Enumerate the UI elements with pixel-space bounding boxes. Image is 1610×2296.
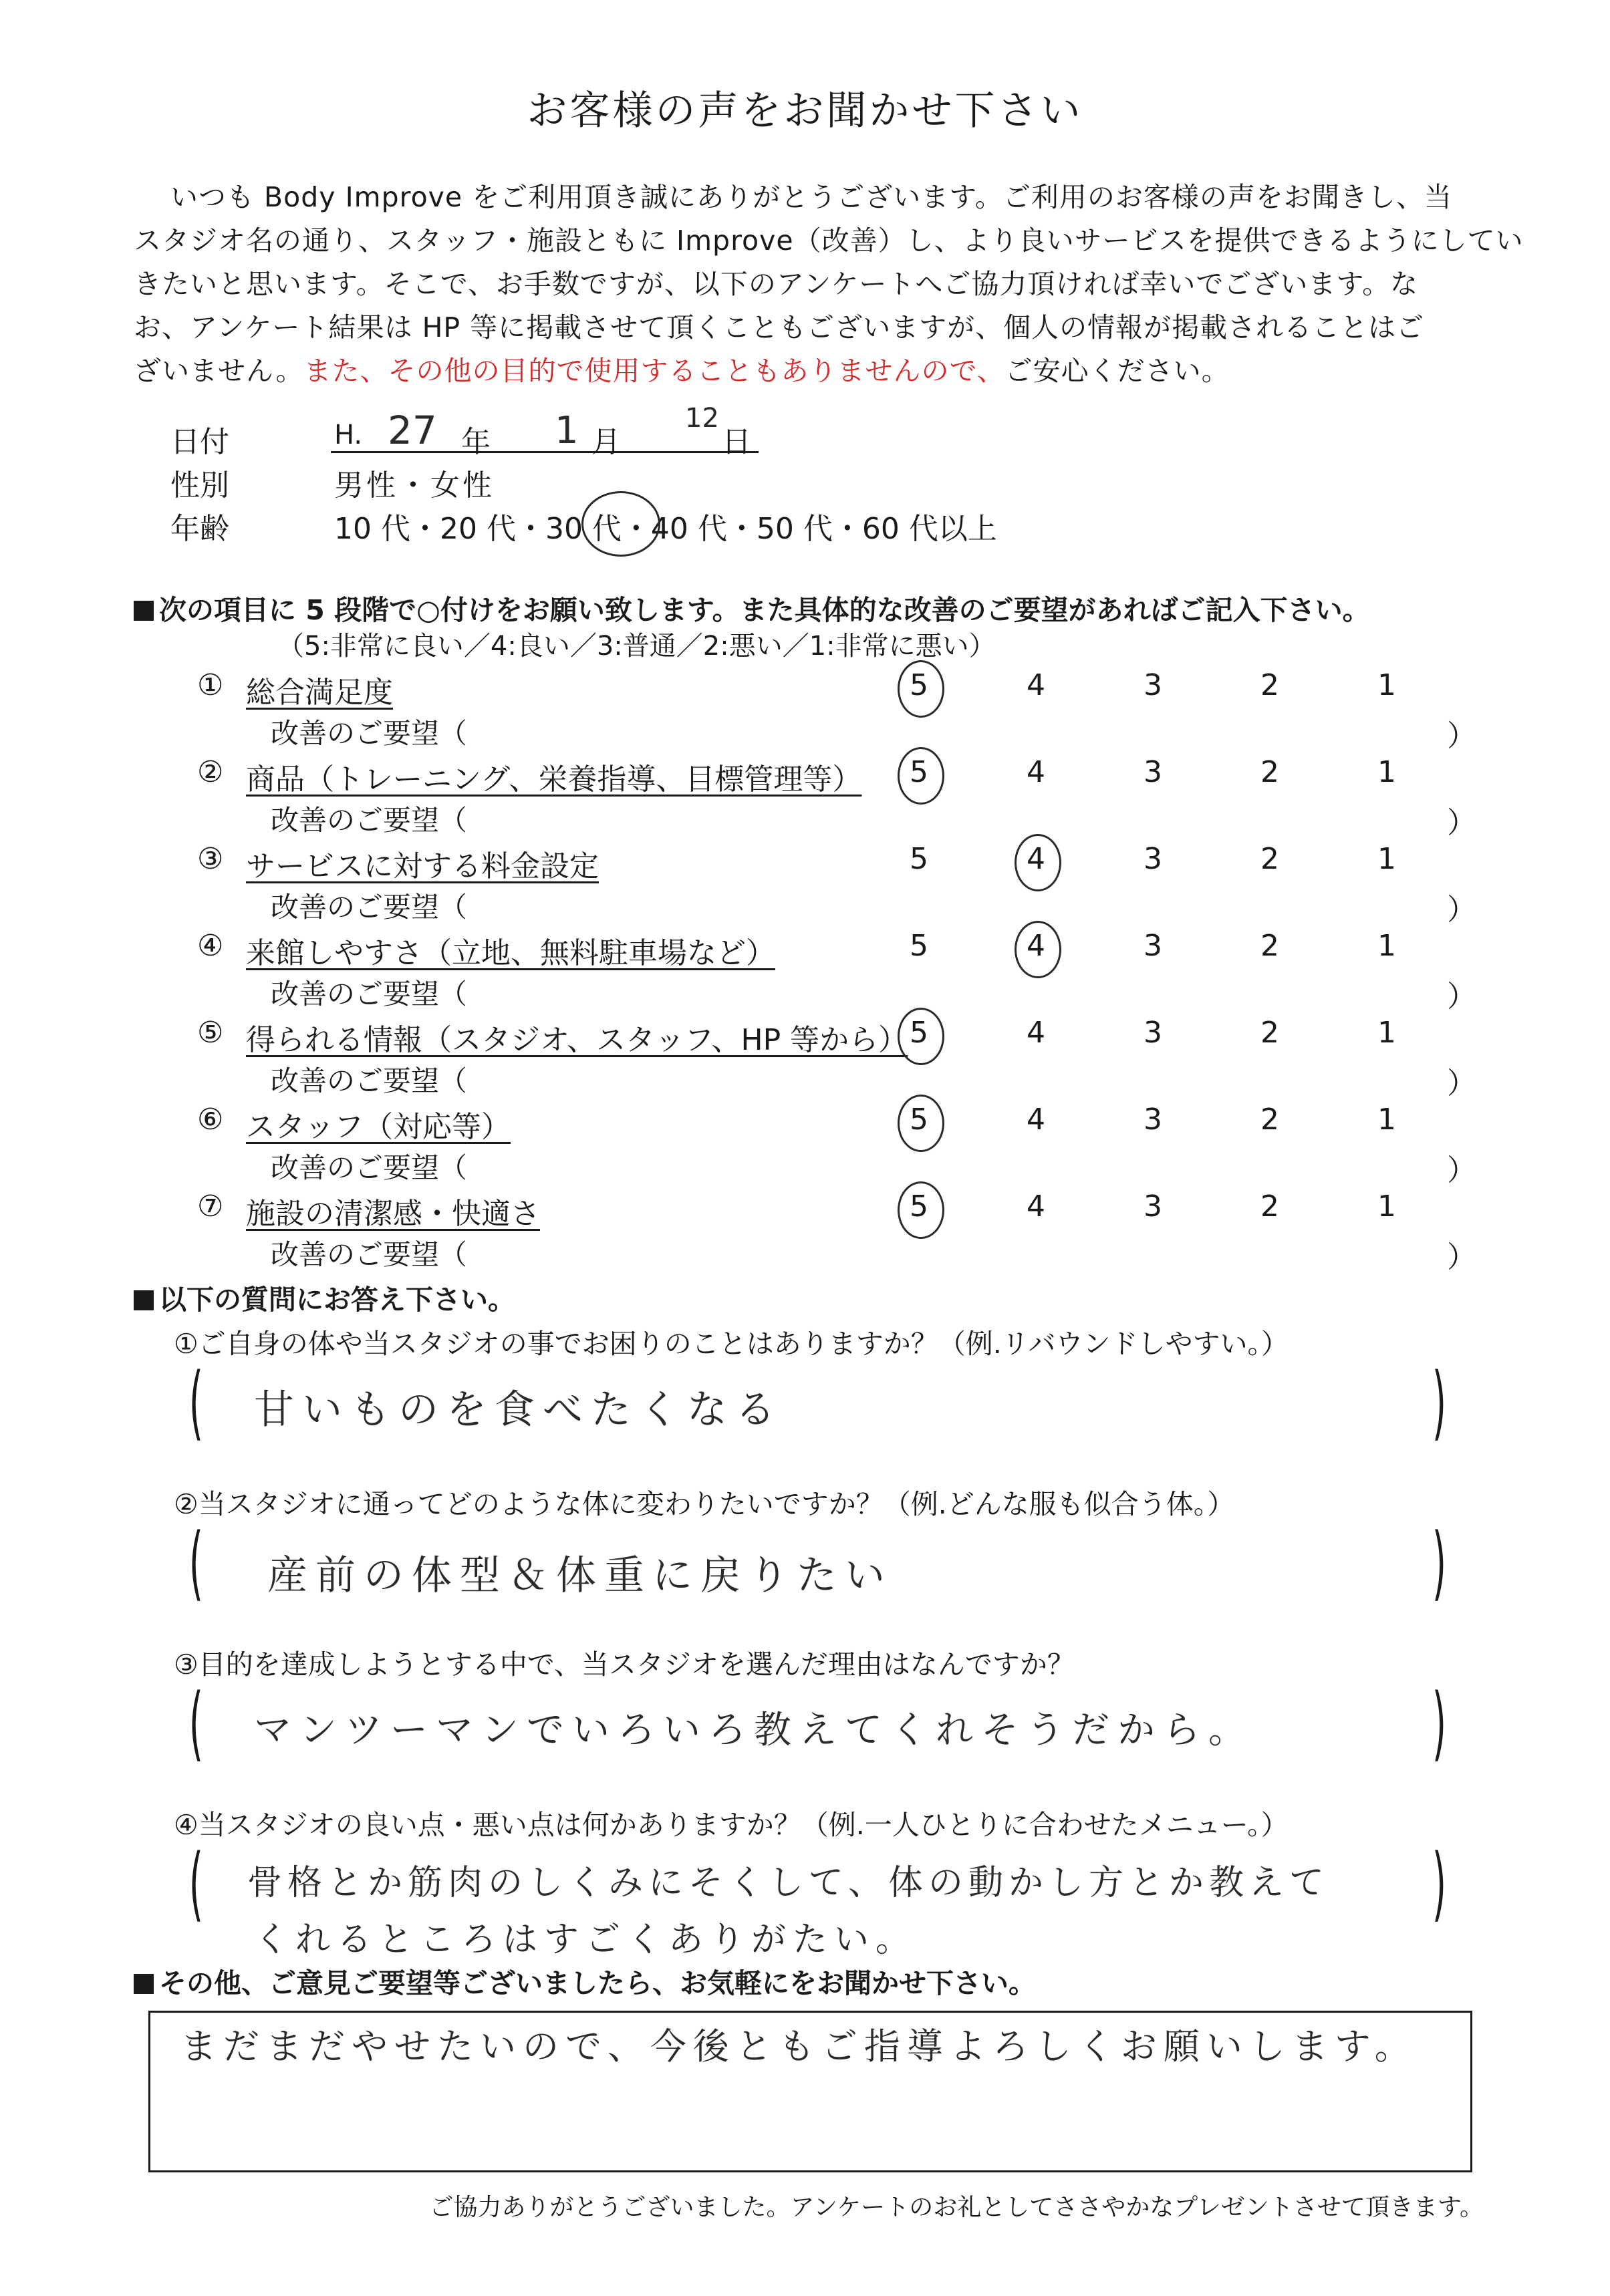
close-paren: ) (1432, 1517, 1446, 1610)
score-option[interactable]: 1 (1377, 755, 1396, 789)
question-4: ④当スタジオの良い点・悪い点は何かありますか？（例.一人ひとりに合わせたメニュー。） (174, 1809, 1289, 1841)
square-bullet-icon (134, 601, 154, 621)
rating-item-label (246, 668, 393, 711)
score-option[interactable]: 1 (1377, 1016, 1396, 1050)
score-option[interactable]: 3 (1144, 668, 1162, 702)
improvement-request-label: 改善のご要望（ (271, 891, 468, 923)
rating-item-label-text: 来館しやすさ（立地、無料駐車場など） (246, 936, 775, 970)
open-paren: ( (188, 1838, 203, 1930)
question-2: ②当スタジオに通ってどのような体に変わりたいですか？（例.どんな服も似合う体。） (174, 1488, 1235, 1520)
age-selection-circle (581, 491, 660, 557)
rating-item-label-text: 商品（トレーニング、栄養指導、目標管理等） (246, 762, 862, 797)
item-number: ① (197, 668, 224, 702)
intro-line-2: スタジオ名の通り、スタッフ・施設ともに Improve（改善）し、より良いサービスを提供できるようにしてい (134, 225, 1524, 257)
rating-item-label (246, 1103, 511, 1145)
close-paren: ） (1447, 980, 1476, 1014)
intro-line-3: きたいと思います。そこで、お手数ですが、以下のアンケートへご協力頂ければ幸いでございます。な (134, 268, 1419, 300)
answer-1: 甘いものを食べたくなる (254, 1387, 783, 1433)
square-bullet-icon (134, 1290, 154, 1310)
close-paren: ） (1447, 806, 1476, 840)
item-number: ② (197, 755, 224, 789)
rating-item-label (246, 1189, 540, 1232)
score-option[interactable]: 4 (1027, 1016, 1045, 1050)
close-paren: ） (1447, 1066, 1476, 1101)
gender-label: 性別 (170, 468, 229, 503)
question-3: ③目的を達成しようとする中で、当スタジオを選んだ理由はなんですか？ (174, 1648, 1075, 1681)
rating-item-label-text: 得られる情報（スタジオ、スタッフ、HP 等から） (246, 1023, 908, 1057)
intro-line-4: お、アンケート結果は HP 等に掲載させて頂くこともございますが、個人の情報が掲載されることはご (134, 311, 1425, 343)
open-paren: ( (188, 1677, 203, 1770)
score-selection-circle (898, 1008, 944, 1065)
improvement-request-label: 改善のご要望（ (271, 1238, 468, 1271)
date-day-unit: 日 (722, 425, 751, 459)
item-number: ③ (197, 842, 224, 876)
score-option[interactable]: 1 (1377, 1103, 1396, 1137)
answer-4-line-2: くれるところはすごくありがたい。 (254, 1920, 918, 1960)
square-bullet-icon (134, 1974, 154, 1994)
score-option[interactable]: 5 (910, 755, 928, 789)
score-option[interactable]: 4 (1027, 755, 1045, 789)
intro-red-notice: また、その他の目的で使用することもありませんので、 (303, 355, 1005, 387)
close-paren: ) (1432, 1677, 1446, 1770)
score-selection-circle (1015, 921, 1061, 978)
date-month-unit: 月 (591, 425, 621, 459)
score-option[interactable]: 1 (1377, 1189, 1396, 1224)
section1-heading-text: 次の項目に 5 段階で○付けをお願い致します。また具体的な改善のご要望があればご記入下さい。 (159, 594, 1370, 626)
score-option[interactable]: 4 (1027, 842, 1045, 876)
score-option[interactable]: 3 (1144, 1103, 1162, 1137)
close-paren: ） (1447, 893, 1476, 927)
open-paren: ( (188, 1517, 203, 1610)
close-paren: ） (1447, 719, 1476, 753)
score-option[interactable]: 3 (1144, 842, 1162, 876)
score-option[interactable]: 1 (1377, 929, 1396, 963)
score-option[interactable]: 5 (910, 842, 928, 876)
score-selection-circle (898, 660, 944, 718)
score-option[interactable]: 1 (1377, 842, 1396, 876)
rating-item-label (246, 1016, 908, 1058)
score-option[interactable]: 3 (1144, 929, 1162, 963)
rating-item-label (246, 842, 599, 885)
section2-heading (134, 1278, 515, 1317)
open-paren: ( (188, 1356, 203, 1449)
improvement-request-label: 改善のご要望（ (271, 1064, 468, 1097)
age-label: 年齢 (170, 512, 229, 546)
rating-item-label-text: 総合満足度 (246, 676, 393, 710)
date-year: 27 (388, 408, 437, 453)
score-option[interactable]: 2 (1260, 668, 1279, 702)
item-number: ④ (197, 929, 224, 963)
close-paren: ） (1447, 1153, 1476, 1187)
date-year-unit: 年 (461, 425, 491, 459)
intro-text: ご安心ください。 (1004, 355, 1230, 387)
section3-heading (134, 1961, 1036, 2001)
date-era: H. (334, 420, 363, 450)
intro-text: ざいません。 (134, 355, 304, 387)
score-option[interactable]: 2 (1260, 842, 1279, 876)
item-number: ⑥ (197, 1103, 224, 1137)
score-selection-circle (898, 1095, 944, 1152)
age-options: 10 代・20 代・30 代・40 代・50 代・60 代以上 (334, 512, 997, 546)
rating-item-label (246, 755, 861, 798)
score-selection-circle (898, 1181, 944, 1239)
section3-heading-text: その他、ご意見ご要望等ございましたら、お気軽にをお聞かせ下さい。 (159, 1967, 1036, 1999)
answer-3: マンツーマンでいろいろ教えてくれそうだから。 (254, 1709, 1254, 1752)
score-option[interactable]: 4 (1027, 1189, 1045, 1224)
score-selection-circle (1015, 834, 1061, 891)
rating-item-label (246, 929, 775, 972)
score-option[interactable]: 1 (1377, 668, 1396, 702)
answer-4-line-1: 骨格とか筋肉のしくみにそくして、体の動かし方とか教えて (247, 1863, 1329, 1903)
score-option[interactable]: 4 (1027, 929, 1045, 963)
rating-scale-legend: （5:非常に良い／4:良い／3:普通／2:悪い／1:非常に悪い） (277, 631, 996, 662)
score-option[interactable]: 4 (1027, 1103, 1045, 1137)
rating-item-label-text: サービスに対する料金設定 (246, 849, 599, 883)
item-number: ⑤ (197, 1016, 224, 1050)
score-option[interactable]: 5 (910, 1016, 928, 1050)
rating-item-label-text: 施設の清潔感・快適さ (246, 1197, 540, 1231)
score-option[interactable]: 3 (1144, 755, 1162, 789)
score-option[interactable]: 2 (1260, 1016, 1279, 1050)
score-option[interactable]: 2 (1260, 1103, 1279, 1137)
date-label: 日付 (170, 425, 229, 459)
score-option[interactable]: 3 (1144, 1016, 1162, 1050)
improvement-request-label: 改善のご要望（ (271, 804, 468, 837)
answer-2: 産前の体型＆体重に戻りたい (267, 1552, 893, 1599)
score-option[interactable]: 5 (910, 1189, 928, 1224)
rating-item-label-text: スタッフ（対応等） (246, 1110, 511, 1144)
question-1: ①ご自身の体や当スタジオの事でお困りのことはありますか？（例.リバウンドしやすい。） (174, 1328, 1289, 1360)
close-paren: ） (1447, 1240, 1476, 1274)
page-title: お客様の声をお聞かせ下さい (527, 88, 1083, 134)
improvement-request-label: 改善のご要望（ (271, 1151, 468, 1184)
score-selection-circle (898, 747, 944, 805)
comment-answer: まだまだやせたいので、今後ともご指導よろしくお願いします。 (180, 2025, 1418, 2067)
item-number: ⑦ (197, 1189, 224, 1224)
close-paren: ) (1432, 1838, 1446, 1930)
footer-thanks: ご協力ありがとうございました。アンケートのお礼としてささやかなプレゼントさせて頂きます。 (429, 2194, 1484, 2221)
close-paren: ) (1432, 1356, 1446, 1449)
score-option[interactable]: 5 (910, 929, 928, 963)
date-day: 12 (685, 403, 719, 434)
score-option[interactable]: 2 (1260, 929, 1279, 963)
date-month: 1 (555, 409, 579, 452)
section1-heading (134, 588, 1370, 627)
section2-heading-text: 以下の質問にお答え下さい。 (159, 1284, 515, 1316)
intro-line-5 (134, 349, 1230, 388)
improvement-request-label: 改善のご要望（ (271, 978, 468, 1010)
score-option[interactable]: 3 (1144, 1189, 1162, 1224)
score-option[interactable]: 5 (910, 668, 928, 702)
score-option[interactable]: 2 (1260, 1189, 1279, 1224)
intro-line-1: いつも Body Improve をご利用頂き誠にありがとうございます。ご利用のお客様の声をお聞きし、当 (170, 181, 1452, 213)
score-option[interactable]: 2 (1260, 755, 1279, 789)
score-option[interactable]: 5 (910, 1103, 928, 1137)
improvement-request-label: 改善のご要望（ (271, 717, 468, 750)
gender-options: 男性・女性 (334, 468, 495, 503)
score-option[interactable]: 4 (1027, 668, 1045, 702)
